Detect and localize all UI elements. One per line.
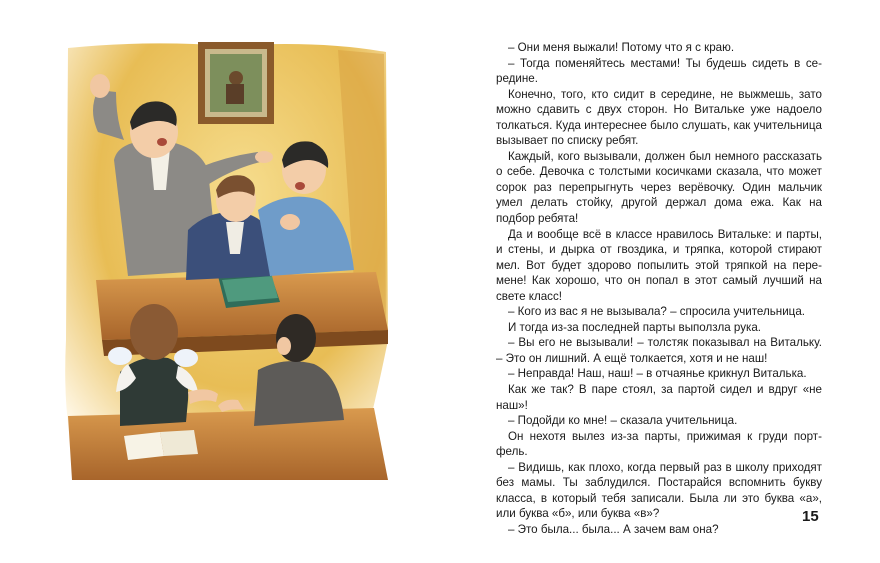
classroom-illustration (58, 40, 391, 480)
story-text (496, 40, 822, 538)
paragraph: – Вы его не вызывали! – толстяк показывал на Витальку. – Это он лишний. А ещё толкается, хотя и не наш! (496, 336, 822, 365)
paragraph: – Кого из вас я не вызывала? – спросила учительница. (508, 305, 805, 319)
paragraph: И тогда из-за последней парты выползла рука. (508, 320, 761, 334)
paragraph: – Это была... была... А зачем вам она? (508, 522, 719, 536)
paragraph: Он нехотя вылез из-за парты, прижимая к груди портфель. (496, 429, 822, 459)
paragraph: Да и вообще всё в классе нравилось Витальке: и парты, и стены, и дырка от гвоздика, и тряпка, которой стирают мел. Вот будет здорово попылить этой тряпкой на перемене! Как хорошо, что он попал в этот самый лучший на свете класс! (496, 227, 822, 303)
paragraph: – Подойди ко мне! – сказала учительница. (508, 414, 738, 428)
paragraph: Как же так? В паре стоял, за партой сидел и вдруг «не наш»! (496, 383, 822, 412)
paragraph: Каждый, кого вызывали, должен был немного рассказать о себе. Девочка с толстыми косичками сказала, что может сорок раз перепрыгнуть через верёвочку. Один мальчик умел делать стойку, другой держал дома ежа. Как на подбор ребята! (496, 149, 822, 226)
classroom-illustration-art (58, 40, 391, 480)
paragraph: – Тогда поменяйтесь местами! Ты будешь сидеть в середине. (496, 56, 822, 86)
paragraph: – Неправда! Наш, наш! – в отчаянье крикнул Виталька. (508, 367, 807, 381)
page-number: 15 (802, 508, 819, 525)
paragraph: – Они меня выжали! Потому что я с краю. (508, 41, 735, 54)
wall-picture (198, 42, 274, 124)
paragraph: Конечно, того, кто сидит в середине, не выжмешь, зато можно сдавить с двух сторон. Но Витальке уже надоело толкаться. Куда интереснее было слушать, как учительница вызывает по списку ребят. (496, 87, 822, 148)
paragraph: – Видишь, как плохо, когда первый раз в школу приходят без мамы. Ты заблудился. Постарайся вспомнить букву класса, в который тебя записали. Была ли это буква «а», или буква «б», или буква «в»? (496, 460, 822, 521)
